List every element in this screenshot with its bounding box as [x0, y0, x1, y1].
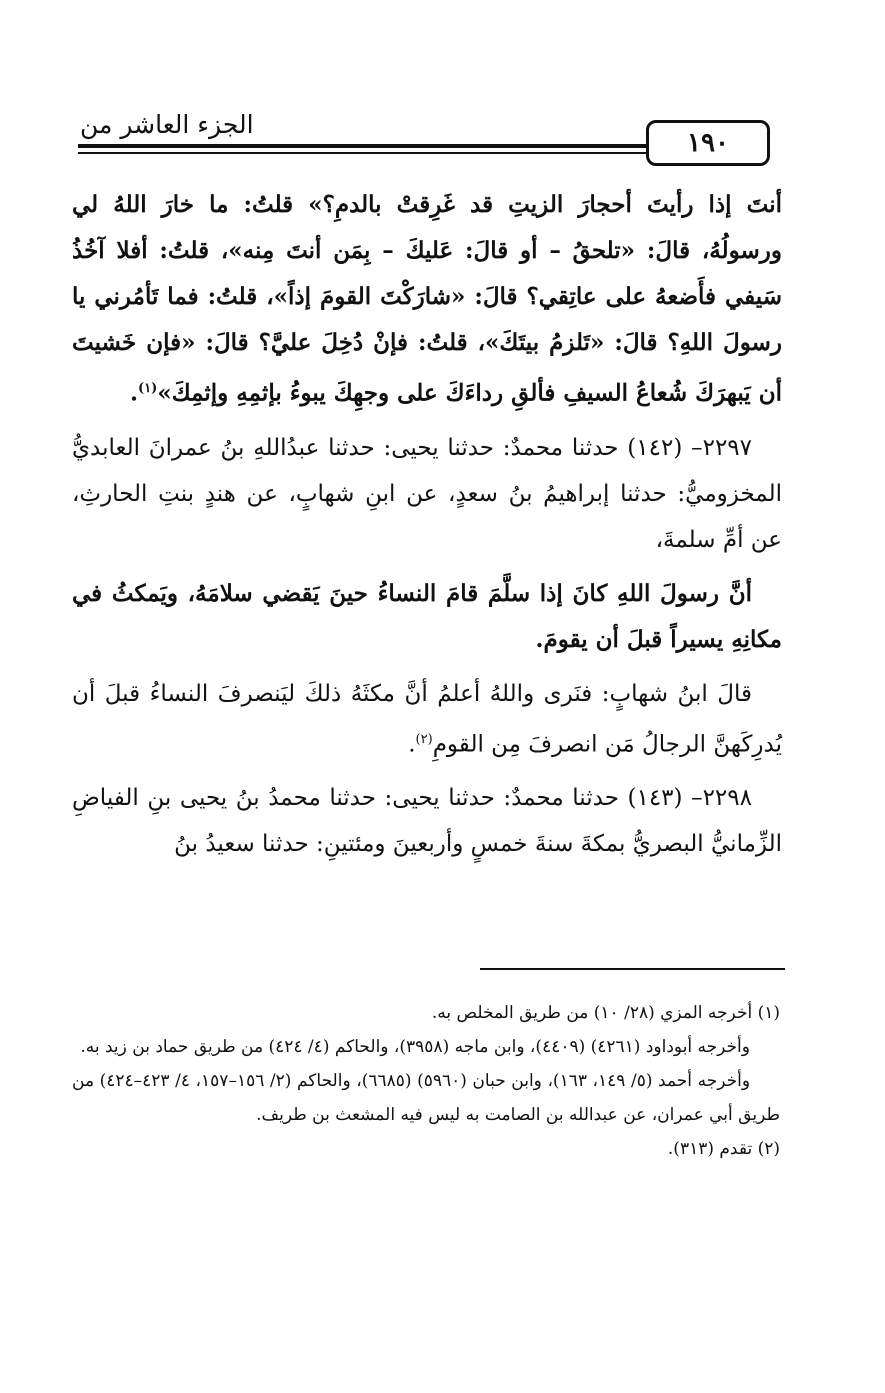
footnote-1-abudawud: وأخرجه أبوداود (٤٢٦١) (٤٤٠٩)، وابن ماجه (٣٩٥٨)، والحاكم (٤/ ٤٢٤) من طريق حماد بن زيد به. [80, 1037, 750, 1057]
paragraph-isnad-2297: ٢٢٩٧– (١٤٢) حدثنا محمدٌ: حدثنا يحيى: حدثنا عبدُاللهِ بنُ عمرانَ العابديُّ المخزوميُّ: حدثنا إبراهيمُ بنُ سعدٍ، عن ابنِ شهابٍ، عن هندٍ بنتِ الحارثِ، عن أمِّ سلمةَ، [72, 434, 782, 553]
sentence-end: . [408, 731, 416, 758]
footnote-1: (١) أخرجه المزي (٢٨/ ١٠) من طريق المخلص به. [431, 1003, 780, 1023]
paragraph-hadith-text [72, 182, 782, 417]
main-text [72, 182, 782, 875]
page-number: ١٩٠ [646, 120, 770, 166]
footnote-ref-1: (١) [138, 381, 158, 396]
ibn-shihab-text: قالَ ابنُ شهابٍ: فنَرى واللهُ أعلمُ أنَّ مكثَهُ ذلكَ ليَنصرفَ النساءُ قبلَ أن يُدرِكَهنَّ الرجالُ مَن انصرفَ مِن القومِ [72, 680, 782, 758]
paragraph-ibn-shihab [72, 671, 782, 768]
paragraph-isnad-2298: ٢٢٩٨– (١٤٣) حدثنا محمدٌ: حدثنا يحيى: حدثنا محمدُ بنُ يحيى بنِ الفياضِ الزِّمانيُّ البصريُّ بمكةَ سنةَ خمسٍ وأربعينَ ومئتينِ: حدثنا سعيدُ بنُ [72, 785, 782, 858]
paragraph-hadith-2297: أنَّ رسولَ اللهِ كانَ إذا سلَّمَ قامَ النساءُ حينَ يَقضي سلامَهُ، ويَمكثُ في مكانِهِ يسيراً قبلَ أن يقومَ. [72, 579, 782, 653]
footnote-2: (٢) تقدم (٣١٣). [667, 1139, 780, 1159]
running-title: الجزء العاشر من [80, 110, 254, 139]
page-header [60, 108, 790, 168]
sentence-end: . [130, 379, 139, 407]
footnote-separator [480, 968, 785, 970]
footnotes [72, 996, 780, 1166]
footnote-1-ahmad: وأخرجه أحمد (٥/ ١٤٩، ١٦٣)، وابن حبان (٥٩٦٠) (٦٦٨٥)، والحاكم (٢/ ١٥٦–١٥٧، ٤/ ٤٢٣–٤٢٤) من طريق أبي عمران، عن عبدالله بن الصامت به ليس فيه المشعث بن طريف. [72, 1071, 780, 1125]
footnote-ref-2: (٢) [415, 731, 433, 747]
hadith-text: أنتَ إذا رأيتَ أحجارَ الزيتِ قد غَرِقتْ بالدمِ؟» قلتُ: ما خارَ اللهُ لي ورسولُهُ، قالَ: «تلحقُ – أو قالَ: عَليكَ – بِمَن أنتَ مِنه»، قلتُ: أفلا آخُذُ سَيفي فأَضعهُ على عاتِقي؟ قالَ: «شارَكْتَ القومَ إذاً»، قلتُ: فما تَأمُرني يا رسولَ اللهِ؟ قالَ: «تَلزمُ بيتَكَ»، قلتُ: فإنْ دُخِلَ عليَّ؟ قالَ: «فإن خَشيتَ أن يَبهرَكَ شُعاعُ السيفِ فألقِ رداءَكَ على وجهِكَ يبوءُ بإثمِهِ وإثمِكَ» [72, 191, 782, 407]
